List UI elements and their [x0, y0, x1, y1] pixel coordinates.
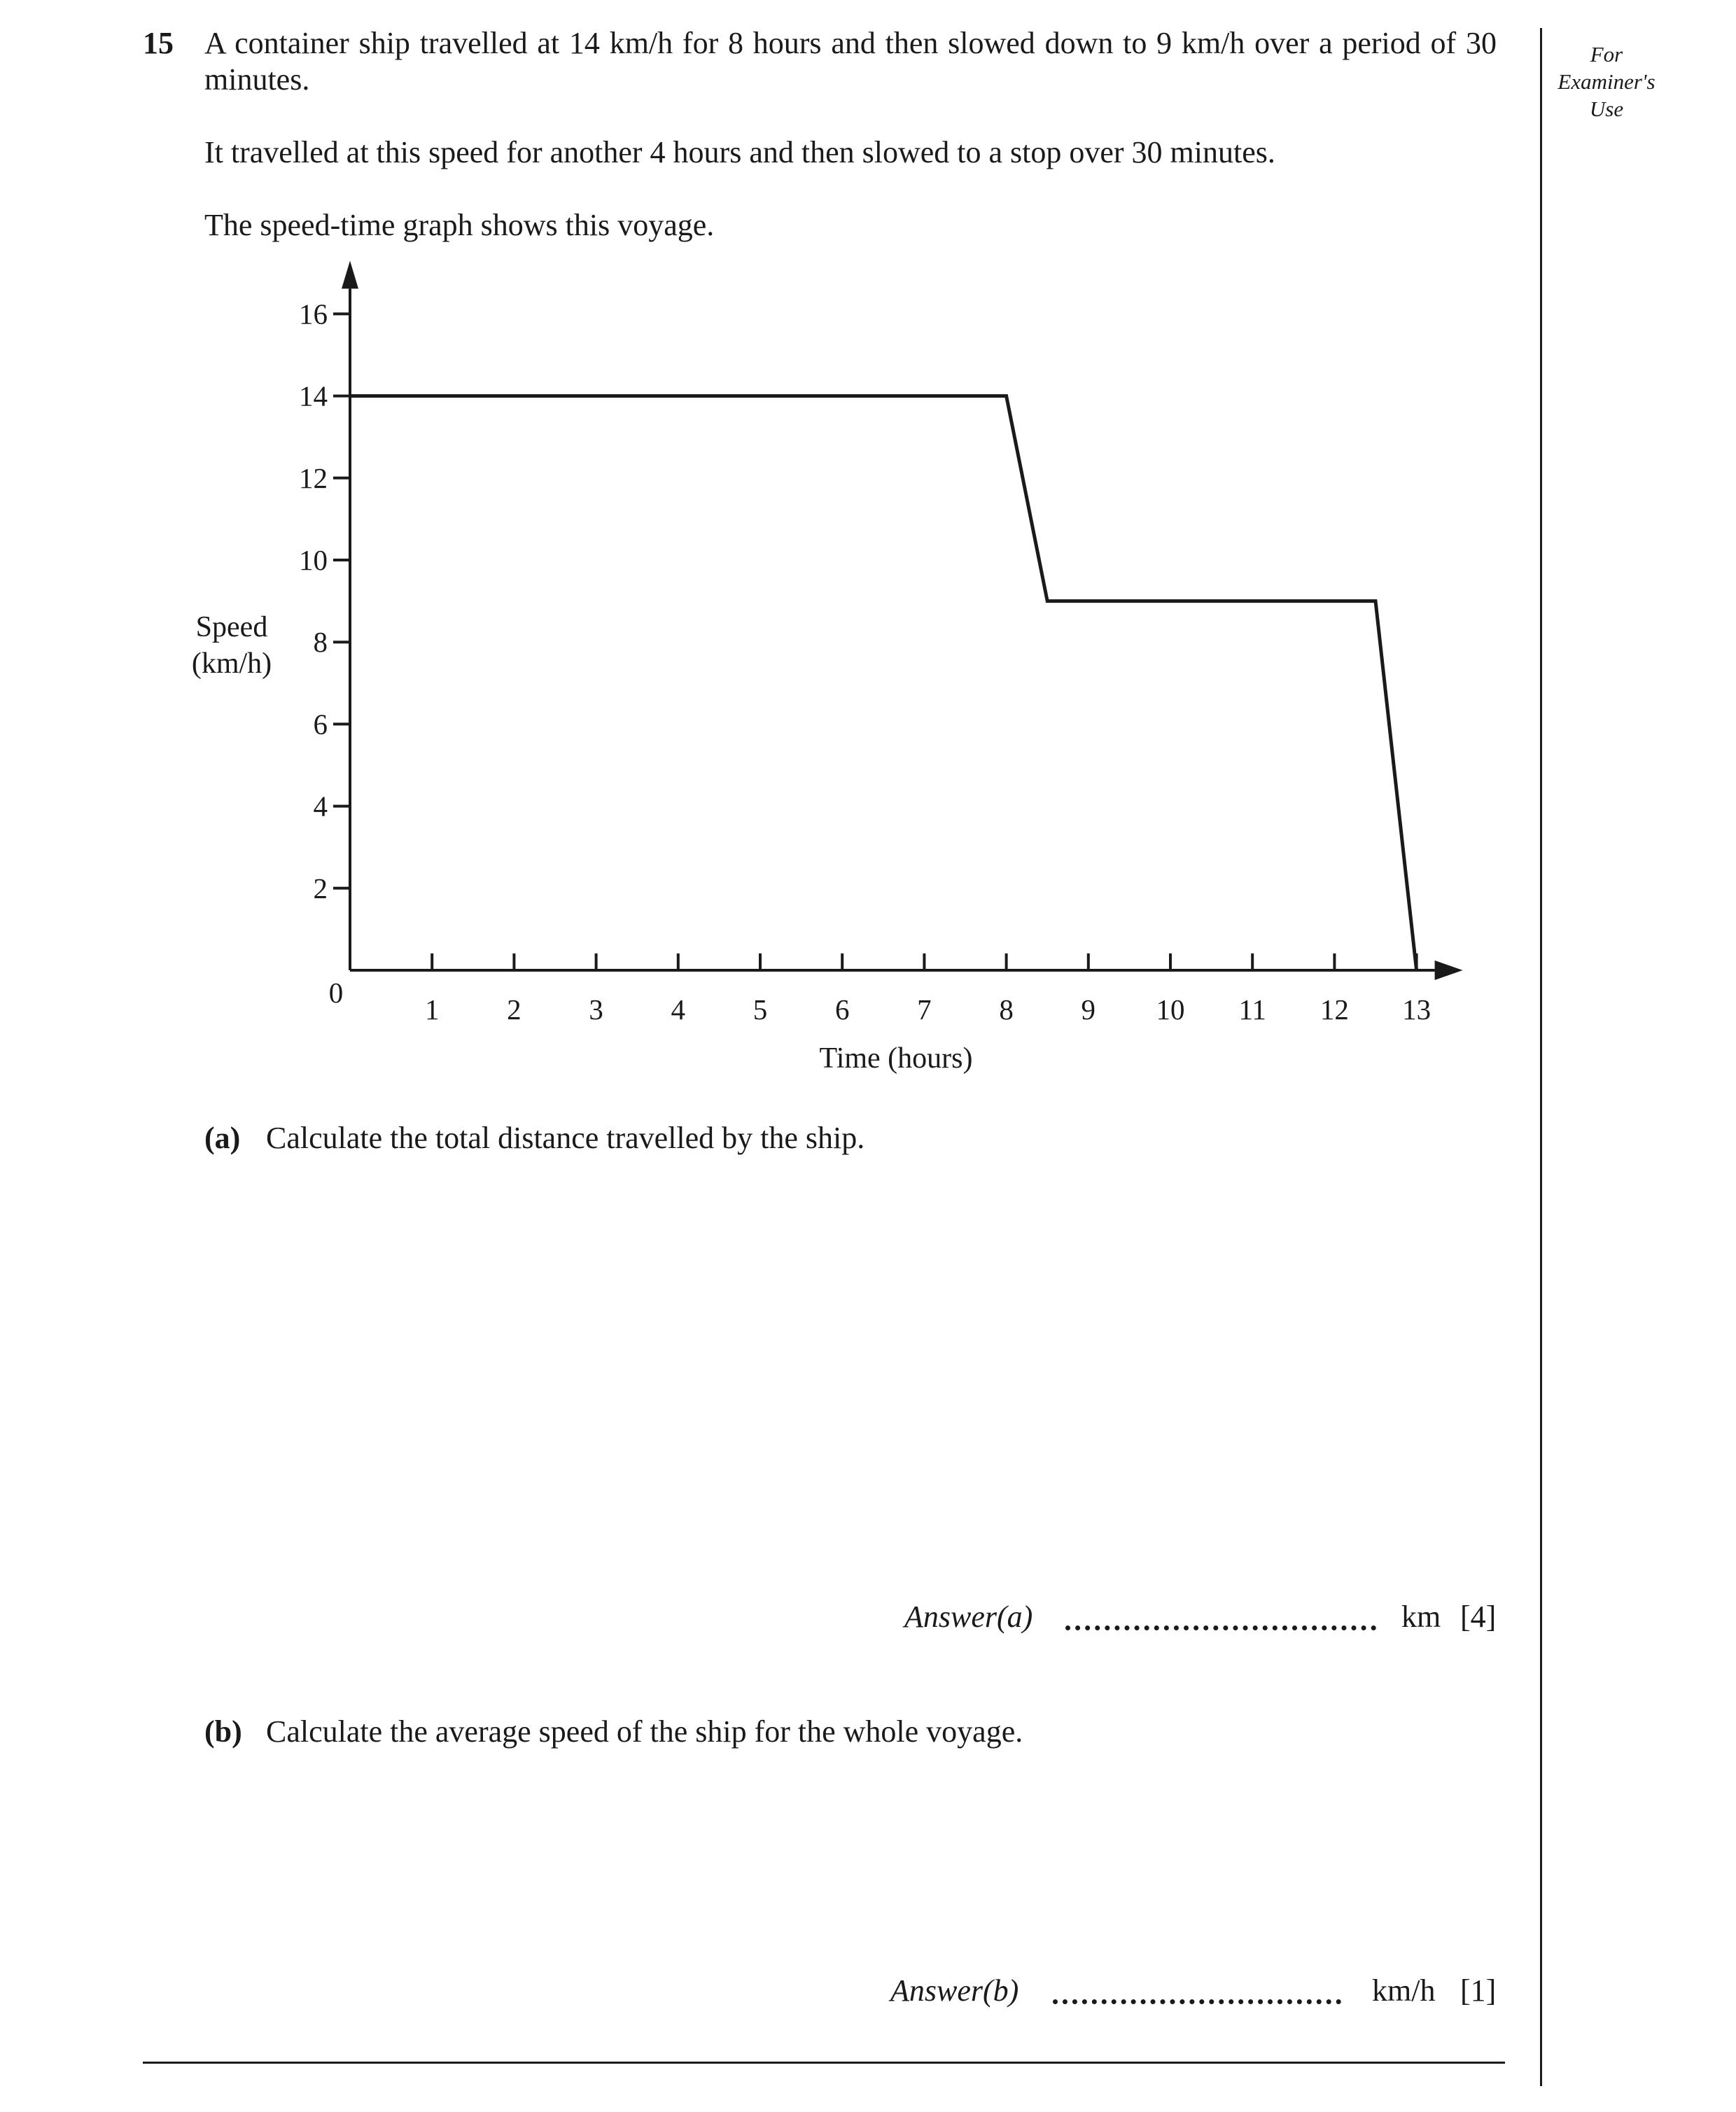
- y-tick-label: 8: [313, 626, 328, 659]
- part-a-label: (a): [204, 1121, 241, 1155]
- y-tick-label: 14: [299, 379, 328, 412]
- y-tick-label: 2: [313, 872, 328, 904]
- x-tick-label: 8: [999, 993, 1014, 1026]
- question-intro: A container ship travelled at 14 km/h for 8 hours and then slowed down to 9 km/h over a period of 30 minutes.: [204, 26, 1497, 97]
- y-axis-label: [179, 609, 284, 682]
- question-number: 15: [143, 26, 174, 60]
- answer-b-field[interactable]: [1053, 1999, 1341, 2004]
- x-tick-label: 4: [671, 993, 686, 1026]
- x-tick-label: 1: [424, 993, 440, 1026]
- answer-a-marks: [4]: [1460, 1600, 1497, 1634]
- part-a-question: [204, 1120, 864, 1156]
- y-tick-label: 10: [299, 544, 328, 576]
- answer-b-unit: km/h: [1372, 1973, 1436, 2008]
- y-axis-label-line2: (km/h): [191, 648, 272, 680]
- y-axis-label-line1: Speed: [195, 611, 268, 643]
- question-text-3: The speed-time graph shows this voyage.: [204, 208, 715, 242]
- question-text-2: It travelled at this speed for another 4 hours and then slowed to a stop over 30 minutes.: [204, 135, 1275, 169]
- part-b-question: [204, 1714, 1023, 1749]
- examiner-label-3: Use: [1589, 97, 1624, 121]
- origin-label: 0: [328, 977, 344, 1009]
- footer-rule: [143, 2062, 1505, 2064]
- part-b-text: Calculate the average speed of the ship for the whole voyage.: [266, 1714, 1023, 1749]
- x-tick-label: 3: [589, 993, 603, 1026]
- answer-b-marks: [1]: [1460, 1973, 1497, 2008]
- x-tick-label: 7: [917, 993, 932, 1026]
- y-tick-label: 12: [299, 461, 328, 494]
- x-tick-label: 6: [834, 993, 850, 1026]
- x-tick-label: 9: [1081, 993, 1096, 1026]
- answer-b-label: Answer(b): [890, 1973, 1019, 2008]
- answer-a-unit: km: [1401, 1600, 1441, 1634]
- examiner-label-2: Examiner's: [1558, 69, 1656, 94]
- answer-a-field[interactable]: [1065, 1625, 1376, 1630]
- y-tick-label: 4: [313, 790, 328, 823]
- x-axis-label: Time (hours): [819, 1042, 973, 1075]
- answer-a-label: Answer(a): [904, 1600, 1033, 1634]
- y-tick-label: 16: [299, 298, 328, 330]
- x-tick-label: 13: [1402, 993, 1432, 1026]
- y-axis-arrow: [342, 260, 358, 288]
- x-tick-label: 11: [1238, 993, 1266, 1026]
- examiner-label-1: For: [1590, 42, 1623, 67]
- part-a-text: Calculate the total distance travelled by the ship.: [266, 1121, 865, 1155]
- y-tick-label: 6: [313, 708, 328, 741]
- x-tick-label: 5: [752, 993, 768, 1026]
- x-tick-label: 10: [1156, 993, 1185, 1026]
- x-axis-arrow: [1435, 960, 1463, 980]
- x-tick-label: 2: [507, 993, 522, 1026]
- part-b-label: (b): [204, 1714, 242, 1749]
- x-tick-label: 12: [1320, 993, 1349, 1026]
- speed-line: [350, 396, 1417, 970]
